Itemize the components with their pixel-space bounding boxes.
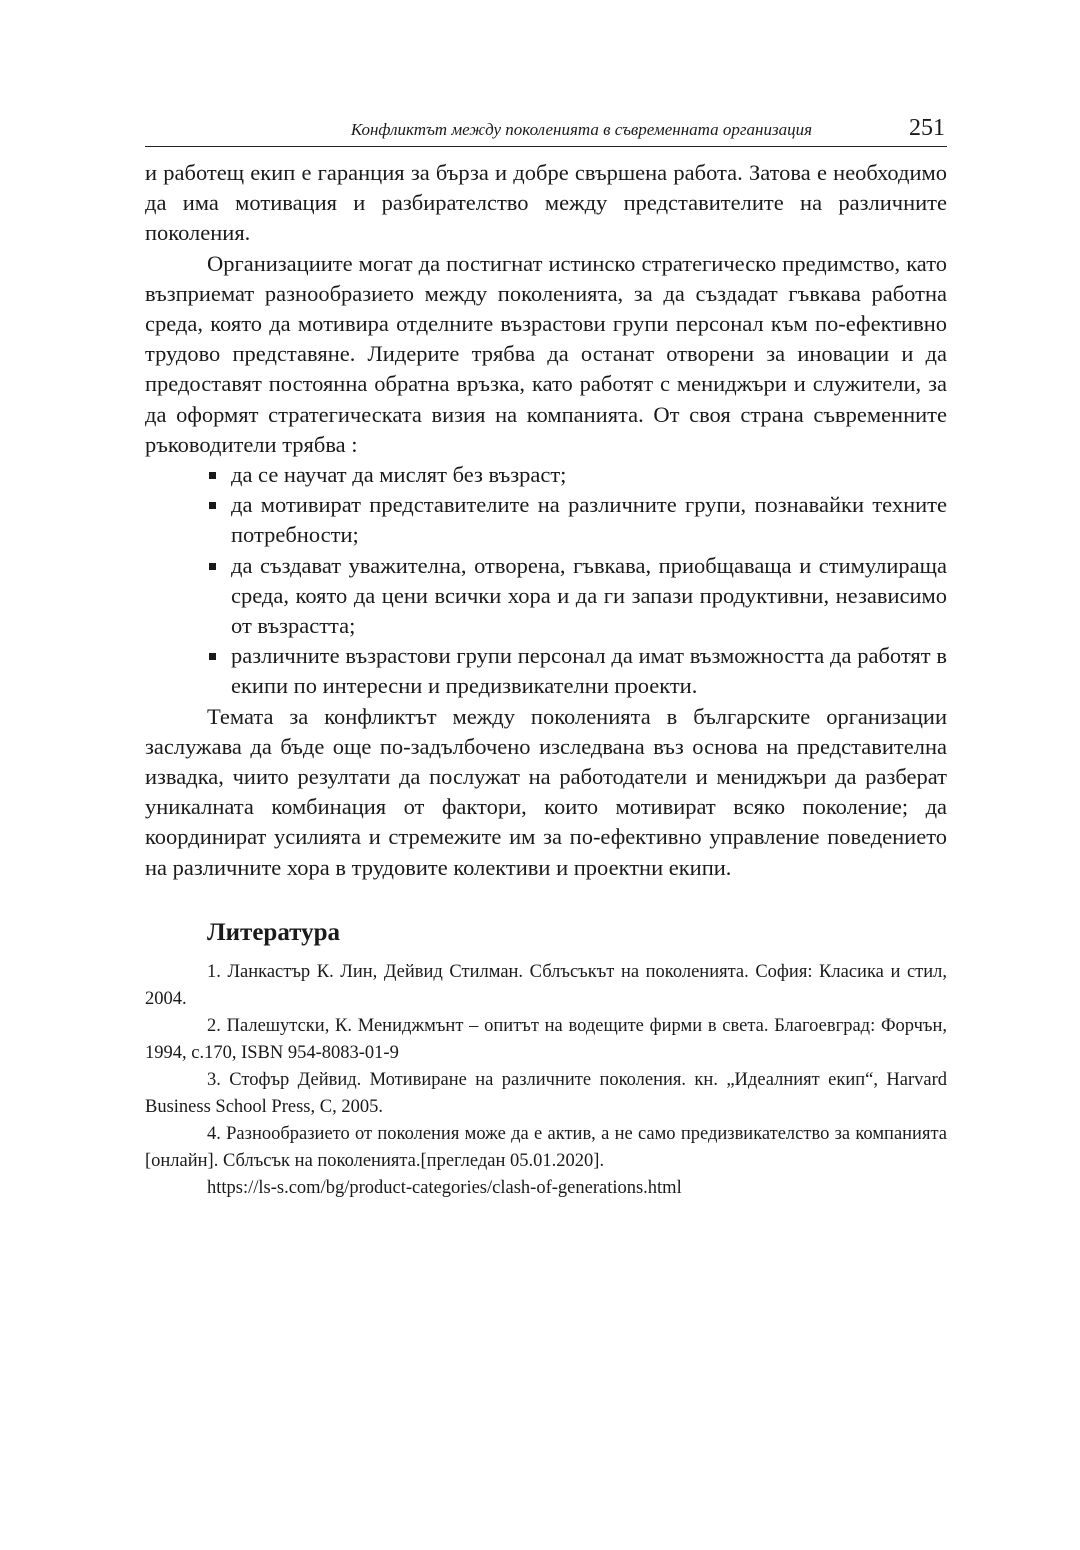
page-content [145, 158, 947, 1202]
list-item [231, 490, 947, 550]
literature-heading: Литература [207, 918, 341, 946]
paragraph-closing: Темата за конфликтът между поколенията в българските организации заслужава да бъде още по-задълбочено изследвана въз основа на представителна извадка, чиито резултати да послужат на работодатели и мениджъри да разберат уникалната комбинация от фактори, които мотивират всяко поколение; да координират усилията и стремежите им за по-ефективно управление поведението на различните хора в трудовите колективи и проектни екипи. [145, 703, 947, 880]
list-item-text: да мотивират представителите на различните групи, познавайки техните потребности; [231, 492, 947, 548]
paragraph-organizations: Организациите могат да постигнат истинско стратегическо предимство, като възприемат разнообразието между поколенията, за да създадат гъвкава работна среда, която да мотивира отделните възрастови групи персонал към по-ефективно трудово представяне. Лидерите трябва да останат отворени за иновации и да предоставят постоянна обратна връзка, като работят с мениджъри и служители, за да оформят стратегическата визия на компанията. От своя страна съвременните ръководители трябва : [145, 250, 947, 457]
reference-item: 2. Палешутски, К. Мениджмънт – опитът на водещите фирми в света. Благоевград: Форчън, 1994, с.170, ISBN 954-8083-01-9 [145, 1015, 947, 1063]
list-item-text: да създават уважителна, отворена, гъвкава, приобщаваща и стимулираща среда, която да цени всички хора и да ги запази продуктивни, независимо от възрастта; [231, 552, 947, 639]
reference-item: 3. Стофър Дейвид. Мотивиране на различните поколения. кн. „Идеалният екип“, Harvard Business School Press, С, 2005. [145, 1069, 947, 1117]
bullet-list [145, 460, 947, 702]
reference-list [145, 959, 947, 1202]
list-item-text: да се научат да мислят без възраст; [231, 462, 567, 488]
bullet-square-icon [209, 653, 216, 660]
reference-item: 1. Ланкастър К. Лин, Дейвид Стилман. Сблъсъкът на поколенията. София: Класика и стил, 2004. [145, 961, 947, 1009]
body-text [145, 158, 947, 883]
bullet-square-icon [209, 502, 216, 509]
bullet-square-icon [209, 563, 216, 570]
paragraph-continuation: и работещ екип е гаранция за бърза и добре свършена работа. Затова е необходимо да има мотивация и разбирателство между представителите на различните поколения. [145, 160, 947, 246]
running-title: Конфликтът между поколенията в съвременната организация [350, 120, 812, 139]
list-item [231, 641, 947, 701]
list-item-text: различните възрастови групи персонал да имат възможността да работят в екипи по интересни и предизвикателни проекти. [231, 643, 947, 699]
list-item [231, 551, 947, 642]
page-number: 251 [909, 115, 945, 141]
reference-url: https://ls-s.com/bg/product-categories/clash-of-generations.html [207, 1177, 682, 1198]
reference-item: 4. Разнообразието от поколения може да е актив, а не само предизвикателство за компанията [онлайн]. Сблъсък на поколенията.[прегледан 05.01.2020]. [145, 1123, 947, 1171]
running-header [145, 112, 947, 147]
list-item [231, 460, 947, 490]
bullet-square-icon [209, 472, 216, 479]
